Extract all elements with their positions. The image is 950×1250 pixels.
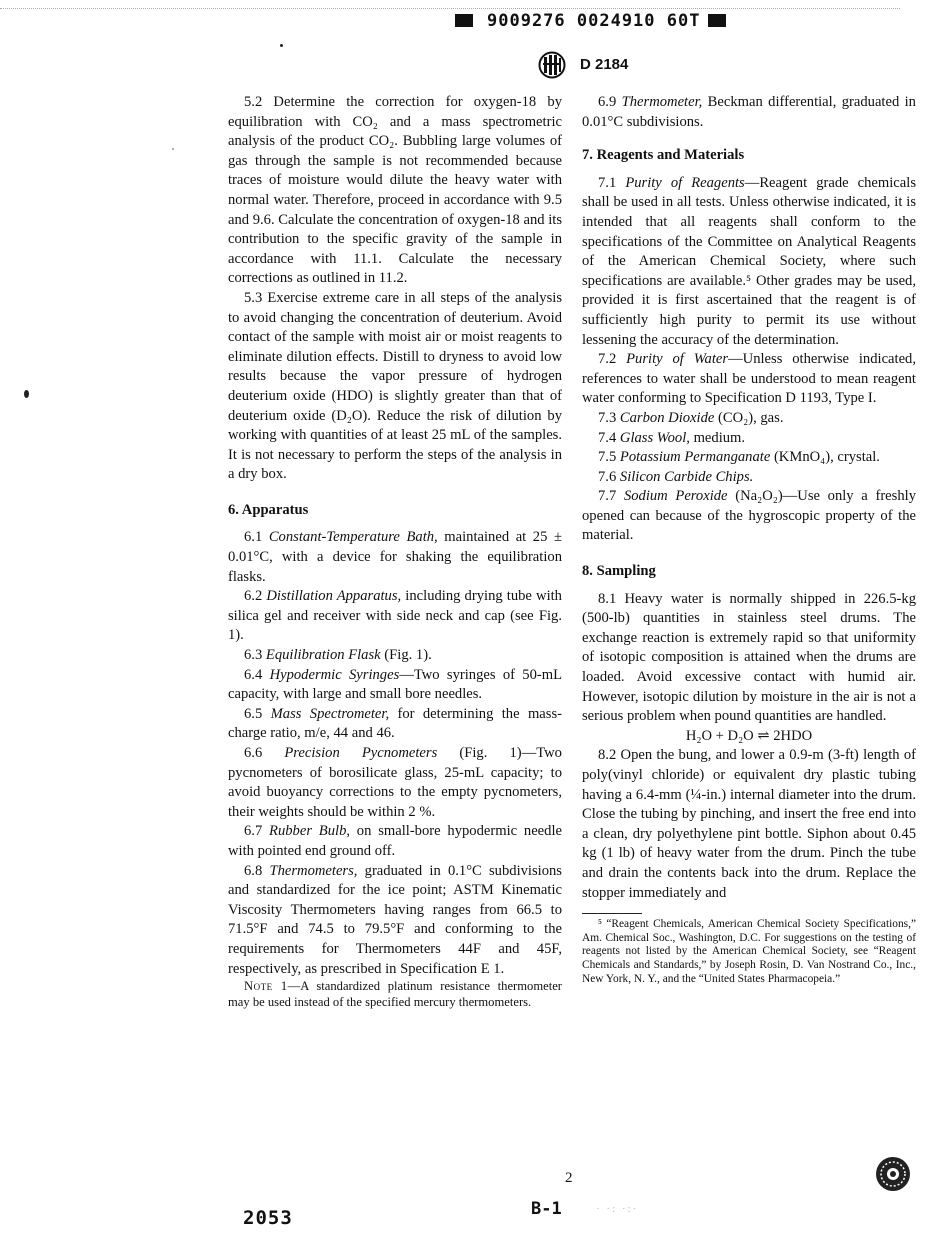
item-6-1: 6.1 Constant-Temperature Bath, maintained at 25 ± 0.01°C, with a device for shaking the equilibration flasks.: [228, 529, 562, 585]
item-7-2: 7.2 Purity of Water—Unless otherwise indicated, references to water shall be understood to mean reagent water conforming to Specification D 1193, Type I.: [582, 351, 917, 407]
page-code: B-1: [531, 1199, 562, 1219]
paragraph-8-2: 8.2 Open the bung, and lower a 0.9-m (3-ft) length of poly(vinyl chloride) or equivalent dry plastic tubing having a 6.4-mm (¼-in.) internal diameter into the drum. Close the tubing by pinching, and insert the free end into a clean, dry polyethylene pint bottle. Siphon about 0.45 kg (1 lb) of heavy water from the drum. Pinch the tube and drain the contents back into the drum. Replace the stopper immediately and: [582, 747, 916, 901]
left-column: [228, 93, 562, 1010]
scan-speck-icon: [24, 390, 29, 398]
note-1: Note 1—A standardized platinum resistance thermometer may be used instead of the specified mercury thermometers.: [228, 979, 562, 1009]
seal-emblem-icon: [874, 1155, 912, 1193]
footnote-rule: [582, 913, 642, 914]
scan-noise-icon: · ·: ·:·: [596, 1203, 639, 1215]
item-7-5: 7.5 Potassium Permanganate (KMnO₄), crystal.: [598, 449, 880, 466]
item-6-5: 6.5 Mass Spectrometer, for determining the mass-charge ratio, m/e, 44 and 46.: [228, 705, 562, 742]
section-7-heading: 7. Reagents and Materials: [582, 147, 745, 164]
header-rule: [0, 8, 900, 10]
paragraph-5-3: 5.3 Exercise extreme care in all steps of the analysis to avoid changing the concentration of deuterium. Avoid contact of the sample with moist air or moist reagents to eliminate dilution effects. Distill to dryness to avoid low results because the vapor pressure of hydrogen deuterium oxide (HDO) is slightly greater than that of deuterium oxide (D₂O). Reduce the risk of dilution by working with quantities of at least 25 mL of the samples. It is not necessary to perform the steps of the analysis in a dry box.: [228, 289, 562, 483]
barcode-block-left-icon: [455, 14, 473, 27]
item-6-6: 6.6 Precision Pycnometers (Fig. 1)—Two pycnometers of borosilicate glass, 25-mL capacity; to avoid buoyancy corrections to the empty pycnometers, their weights should be within 2 %.: [228, 745, 562, 820]
scan-speck-icon: [280, 44, 283, 47]
item-6-3: 6.3 Equilibration Flask (Fig. 1).: [244, 647, 432, 664]
item-7-3: 7.3 Carbon Dioxide (CO₂), gas.: [598, 409, 784, 426]
item-6-9: 6.9 Thermometer, Beckman differential, graduated in 0.01°C subdivisions.: [582, 94, 916, 130]
item-7-1: 7.1 Purity of Reagents—Reagent grade chemicals shall be used in all tests. Unless otherwise indicated, it is intended that all reagents shall conform to the specifications of the Committee on Analytical Reagents of the American Chemical Society, where such specifications are available.⁵ Other grades may be used, provided it is first ascertained that the reagent is of sufficiently high purity to permit its use without lessening the accuracy of the determination.: [582, 174, 916, 348]
barcode-text: 9009276 0024910 60T: [487, 11, 701, 31]
footnote-5: ⁵ “Reagent Chemicals, American Chemical Society Specifications,” Am. Chemical Soc., Washington, D.C. For suggestions on the testing of reagents not listed by the American Chemical Society, see “Reagent Chemicals and Standards,” by Joseph Rosin, D. Van Nostrand Co., Inc., New York, N. Y., and the “United States Pharmacopeia.”: [582, 918, 916, 985]
barcode-header: [455, 11, 726, 31]
stamp-number: 2053: [243, 1207, 293, 1229]
right-column: [582, 93, 916, 986]
item-6-8: 6.8 Thermometers, graduated in 0.1°C subdivisions and standardized for the ice point; ASTM Kinematic Viscosity Thermometers having ranges from 66.5 to 71.5°F and 74.5 to 79.5°F and conforming to the requirements for Thermometers 44F and 45F, respectively, as prescribed in Specification E 1.: [228, 862, 562, 977]
item-7-4: 7.4 Glass Wool, medium.: [598, 429, 746, 446]
section-8-heading: 8. Sampling: [582, 563, 656, 580]
item-6-4: 6.4 Hypodermic Syringes—Two syringes of 50-mL capacity, with large and small bore needles.: [228, 666, 563, 703]
astm-logo-icon: [538, 51, 566, 79]
item-7-6: 7.6 Silicon Carbide Chips.: [598, 468, 754, 485]
section-6-heading: 6. Apparatus: [228, 501, 309, 518]
page-number: 2: [565, 1170, 573, 1186]
scan-speck-icon: [172, 148, 174, 150]
barcode-block-right-icon: [708, 14, 726, 27]
paragraph-5-2: 5.2 Determine the correction for oxygen-18 by equilibration with CO₂ and a mass spectrometric analysis of the product CO₂. Bubbling large volumes of gas through the sample is not recommended because traces of moisture would dilute the heavy water with normal water. Therefore, proceed in accordance with 9.5 and 9.6. Calculate the concentration of oxygen-18 and its contribution to the specific gravity of the sample in accordance with 11.1. Calculate the necessary corrections as outlined in 11.2.: [228, 94, 562, 287]
paragraph-8-1: 8.1 Heavy water is normally shipped in 226.5-kg (500-lb) quantities in stainless steel drums. The exchange reaction is extremely rapid so that uniformity of isotopic composition is attained when the drums are loaded. Avoid excessive contact with humid air. However, isotopic dilution by moisture in the air is not a serious problem when pound quantities are handled.: [582, 590, 916, 725]
designation: D 2184: [580, 56, 629, 73]
equation: H₂O + D₂O ⇌ 2HDO: [685, 727, 813, 744]
item-6-7: 6.7 Rubber Bulb, on small-bore hypodermic needle with pointed end ground off.: [228, 823, 562, 859]
item-7-7: 7.7 Sodium Peroxide (Na₂O₂)—Use only a freshly opened can because of the hygroscopic property of the material.: [582, 488, 916, 544]
item-6-2: 6.2 Distillation Apparatus, including drying tube with silica gel and receiver with side neck and cap (see Fig. 1).: [228, 588, 562, 644]
